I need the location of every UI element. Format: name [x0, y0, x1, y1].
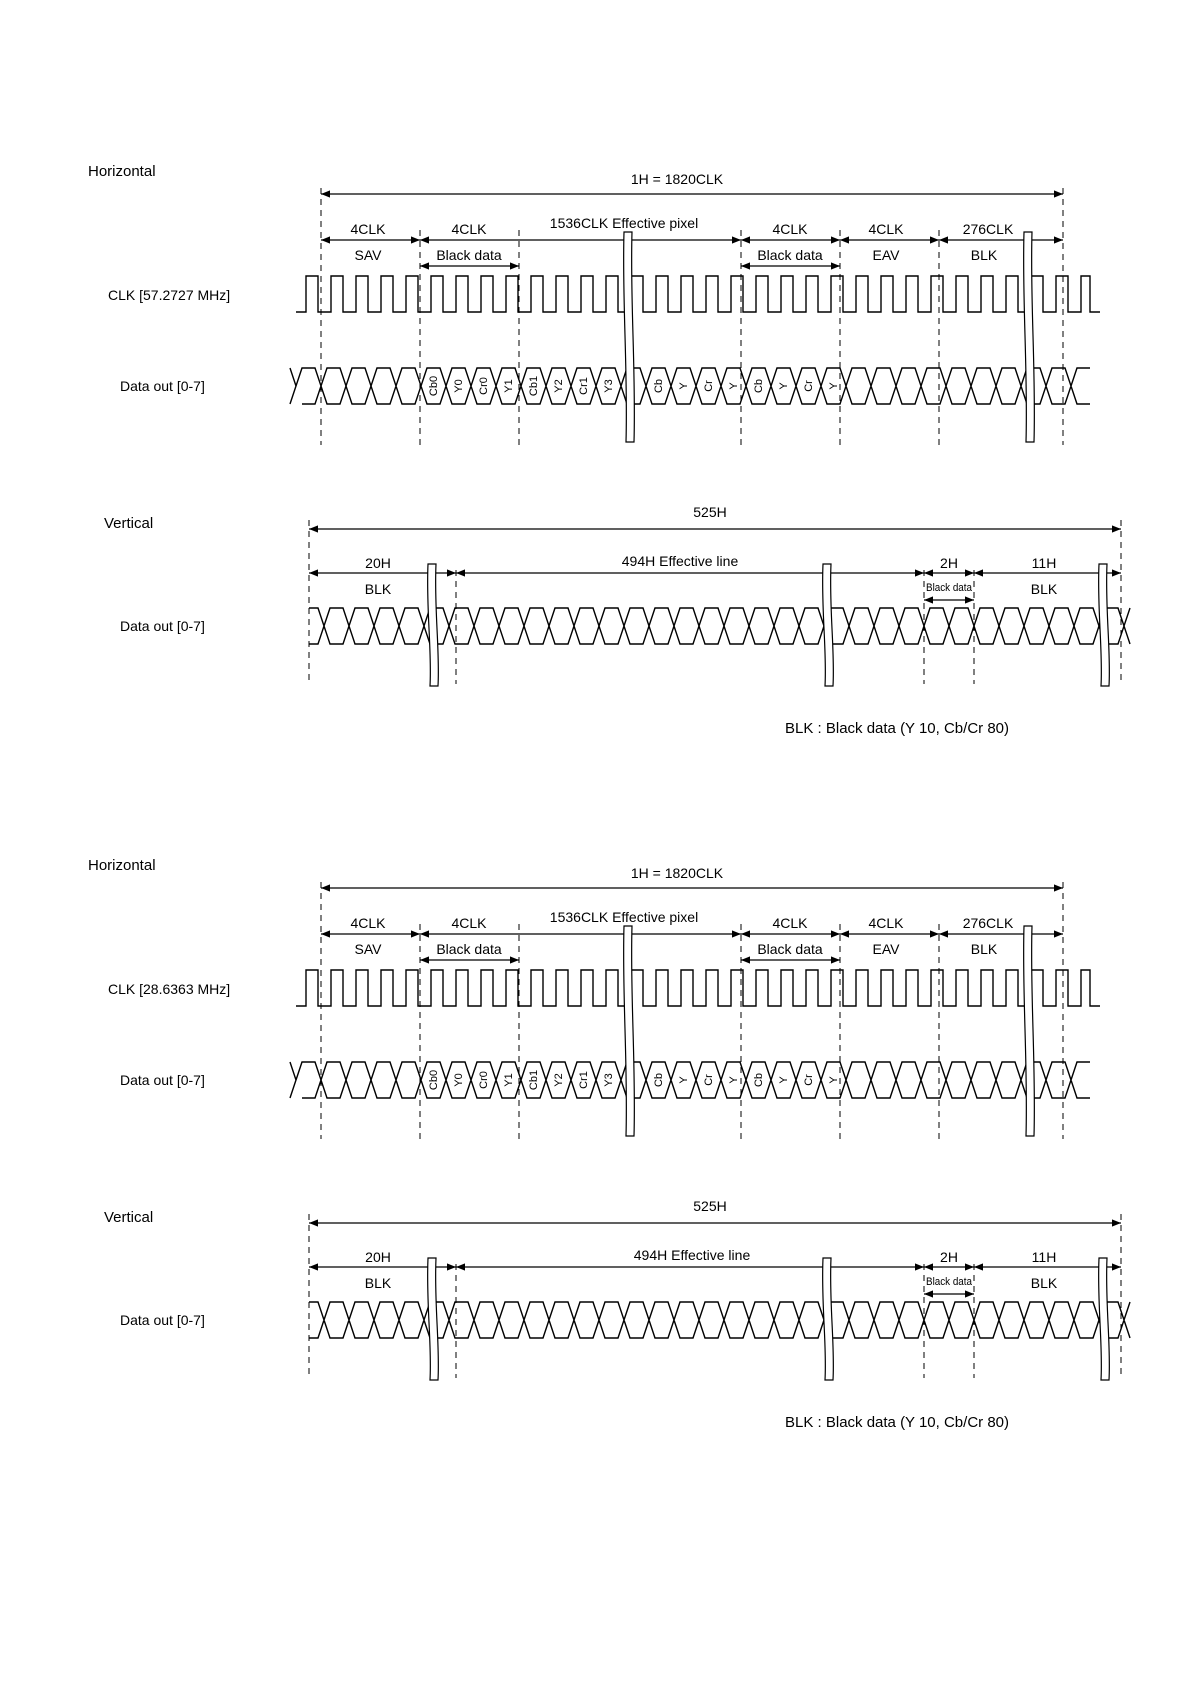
data-out-label: Data out [0-7]: [120, 618, 205, 634]
data-word: Y2: [552, 379, 565, 393]
data-word: Cb1: [527, 1069, 540, 1091]
black2-clk-label: 4CLK: [772, 221, 808, 237]
vertical-section: [104, 504, 1130, 686]
horizontal-section: [88, 163, 1100, 445]
black2-clk-label: 4CLK: [772, 915, 808, 931]
black1-label: Black data: [436, 247, 502, 263]
total-1h-label: 1H = 1820CLK: [630, 171, 724, 187]
data-word: Cb: [652, 378, 665, 394]
break-mark: [624, 232, 635, 442]
vertical-title: Vertical: [104, 515, 154, 532]
clk-waveform: [296, 970, 1100, 1006]
sav-clk-label: 4CLK: [350, 915, 386, 931]
panel-2: [88, 857, 1130, 1431]
blk-bottom-label: BLK: [1030, 1275, 1058, 1291]
data-word: Cr: [702, 1074, 715, 1086]
data-word: Cb1: [527, 375, 540, 397]
black-data-small-label: Black data: [926, 1276, 973, 1288]
data-word: Y2: [552, 1073, 565, 1087]
break-mark: [1099, 1258, 1110, 1380]
effective-pixel-label: 1536CLK Effective pixel: [549, 215, 699, 231]
data-word: Y3: [602, 379, 615, 393]
data-out-label: Data out [0-7]: [120, 1072, 205, 1088]
break-mark: [1024, 232, 1035, 442]
eav-clk-label: 4CLK: [868, 221, 904, 237]
total-525h-label: 525H: [693, 504, 727, 520]
black-2h-label: 2H: [940, 1249, 958, 1265]
data-word: Cr: [702, 380, 715, 392]
data-word: Cr1: [577, 1071, 590, 1089]
data-out-label: Data out [0-7]: [120, 378, 205, 394]
sav-label: SAV: [354, 247, 382, 263]
data-word: Y: [827, 1076, 840, 1084]
break-mark: [428, 564, 439, 686]
data-bus-waveform: [290, 368, 1090, 404]
data-word: Y3: [602, 1073, 615, 1087]
blk-label: BLK: [970, 941, 998, 957]
data-word: Cb: [752, 1072, 765, 1088]
vertical-title: Vertical: [104, 1209, 154, 1226]
total-1h-label: 1H = 1820CLK: [630, 865, 724, 881]
data-word: Y1: [502, 1073, 515, 1087]
blk-bottom-label: BLK: [1030, 581, 1058, 597]
effective-line-label: 494H Effective line: [621, 553, 739, 569]
total-525h-label: 525H: [693, 1198, 727, 1214]
break-mark: [624, 926, 635, 1136]
data-word: Y0: [452, 379, 465, 393]
black-data-small-label: Black data: [926, 582, 973, 594]
horizontal-title: Horizontal: [88, 857, 156, 874]
black1-clk-label: 4CLK: [451, 915, 487, 931]
black-2h-label: 2H: [940, 555, 958, 571]
blk-footnote: BLK : Black data (Y 10, Cb/Cr 80): [785, 1414, 1009, 1431]
clk-waveform: [296, 276, 1100, 312]
black2-label: Black data: [757, 941, 823, 957]
blk-footnote: BLK : Black data (Y 10, Cb/Cr 80): [785, 720, 1009, 737]
data-word: Y: [827, 382, 840, 390]
panel-1: [88, 163, 1130, 737]
blk-clk-label: 276CLK: [962, 221, 1014, 237]
black1-label: Black data: [436, 941, 502, 957]
data-word: Cb0: [427, 375, 440, 397]
break-mark: [823, 564, 834, 686]
data-word: Y0: [452, 1073, 465, 1087]
data-word: Cr1: [577, 377, 590, 395]
clk-label: CLK [57.2727 MHz]: [108, 287, 231, 303]
blk-bottom-h-label: 11H: [1031, 1249, 1057, 1265]
vertical-section: [104, 1198, 1130, 1380]
data-word: Y: [677, 382, 690, 390]
effective-line-label: 494H Effective line: [633, 1247, 751, 1263]
data-word: Cb: [752, 378, 765, 394]
break-mark: [1024, 926, 1035, 1136]
horizontal-title: Horizontal: [88, 163, 156, 180]
data-word: Y: [677, 1076, 690, 1084]
clk-label: CLK [28.6363 MHz]: [108, 981, 231, 997]
data-word: Y: [727, 382, 740, 390]
eav-label: EAV: [872, 247, 900, 263]
eav-label: EAV: [872, 941, 900, 957]
break-mark: [1099, 564, 1110, 686]
data-word: Cr: [802, 1074, 815, 1086]
blk-top-h-label: 20H: [365, 1249, 391, 1265]
data-word: Y1: [502, 379, 515, 393]
sav-label: SAV: [354, 941, 382, 957]
data-word: Cr0: [477, 377, 490, 395]
data-out-label: Data out [0-7]: [120, 1312, 205, 1328]
blk-top-label: BLK: [364, 1275, 392, 1291]
blk-top-h-label: 20H: [365, 555, 391, 571]
data-word: Cr0: [477, 1071, 490, 1089]
blk-bottom-h-label: 11H: [1031, 555, 1057, 571]
data-word: Y: [727, 1076, 740, 1084]
horizontal-section: [88, 857, 1100, 1139]
break-mark: [428, 1258, 439, 1380]
sav-clk-label: 4CLK: [350, 221, 386, 237]
blk-top-label: BLK: [364, 581, 392, 597]
data-word: Y: [777, 382, 790, 390]
black2-label: Black data: [757, 247, 823, 263]
eav-clk-label: 4CLK: [868, 915, 904, 931]
break-mark: [823, 1258, 834, 1380]
blk-clk-label: 276CLK: [962, 915, 1014, 931]
black1-clk-label: 4CLK: [451, 221, 487, 237]
blk-label: BLK: [970, 247, 998, 263]
data-word: Y: [777, 1076, 790, 1084]
data-bus-waveform: [290, 1062, 1090, 1098]
data-word: Cb: [652, 1072, 665, 1088]
data-word: Cb0: [427, 1069, 440, 1091]
data-word: Cr: [802, 380, 815, 392]
effective-pixel-label: 1536CLK Effective pixel: [549, 909, 699, 925]
